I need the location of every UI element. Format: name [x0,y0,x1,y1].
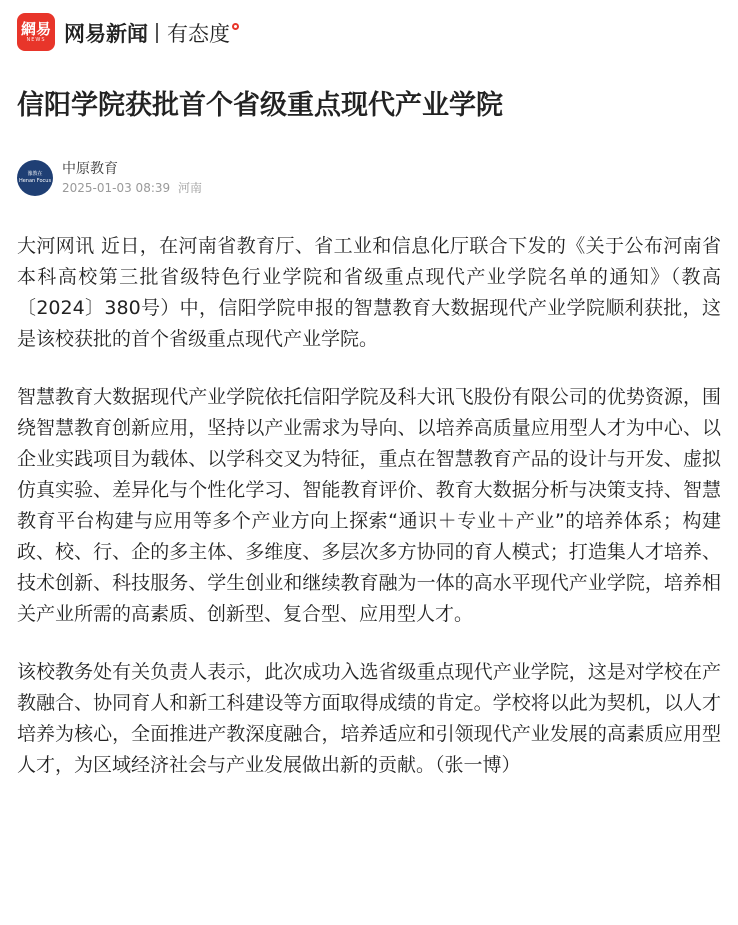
source-avatar[interactable] [17,160,53,196]
logo-main-text: 網易 [20,19,51,38]
source-meta [62,179,202,197]
article-body [17,231,721,808]
site-header [0,0,738,64]
source-name[interactable]: 中原教育 [62,161,118,177]
article-paragraph: 智慧教育大数据现代产业学院依托信阳学院及科大讯飞股份有限公司的优势资源，围绕智慧教育创新应用，坚持以产业需求为导向、以培养高质量应用型人才为中心、以企业实践项目为载体、以学科交叉为特征，重点在智慧教育产品的设计与开发、虚拟仿真实验、差异化与个性化学习、智能教育评价、教育大数据分析与决策支持、智慧教育平台构建与应用等多个产业方向上探索“通识＋专业＋产业”的培养体系；构建政、校、行、企的多主体、多维度、多层次多方协同的育人模式；打造集人才培养、技术创新、科技服务、学生创业和继续教育融为一体的高水平现代产业学院，培养相关产业所需的高素质、创新型、复合型、应用型人才。 [17,386,721,625]
source-info [62,159,202,197]
article-paragraph: 大河网讯 近日，在河南省教育厅、省工业和信息化厅联合下发的《关于公布河南省本科高校第三批省级特色行业学院和省级重点现代产业学院名单的通知》（教高〔2024〕380号）中，信阳学院申报的智慧教育大数据现代产业学院顺利获批，这是该校获批的首个省级重点现代产业学院。 [17,235,721,350]
logo-sub-text: NEWS [26,36,46,43]
brand-slogan: 有态度 [167,22,230,46]
article-paragraph: 该校教务处有关负责人表示，此次成功入选省级重点现代产业学院，这是对学校在产教融合、协同育人和新工科建设等方面取得成绩的肯定。学校将以此为契机，以人才培养为核心，全面推进产教深度融合，培养适应和引领现代产业发展的高素质应用型人才，为区域经济社会与产业发展做出新的贡献。（张一博） [17,661,721,776]
avatar-text-top: 豫教在 [27,171,43,177]
netease-news-logo[interactable] [17,13,55,51]
publish-location: 河南 [177,181,202,195]
brand[interactable] [64,18,239,48]
article-title: 信阳学院获批首个省级重点现代产业学院 [17,90,503,121]
avatar-text-bottom: Henan Focus [18,178,52,184]
article-source [17,158,202,198]
publish-date: 2025-01-03 08:39 [62,181,171,195]
brand-name: 网易新闻 [64,22,148,46]
slogan-dot-icon [232,23,239,30]
brand-divider [156,23,158,43]
